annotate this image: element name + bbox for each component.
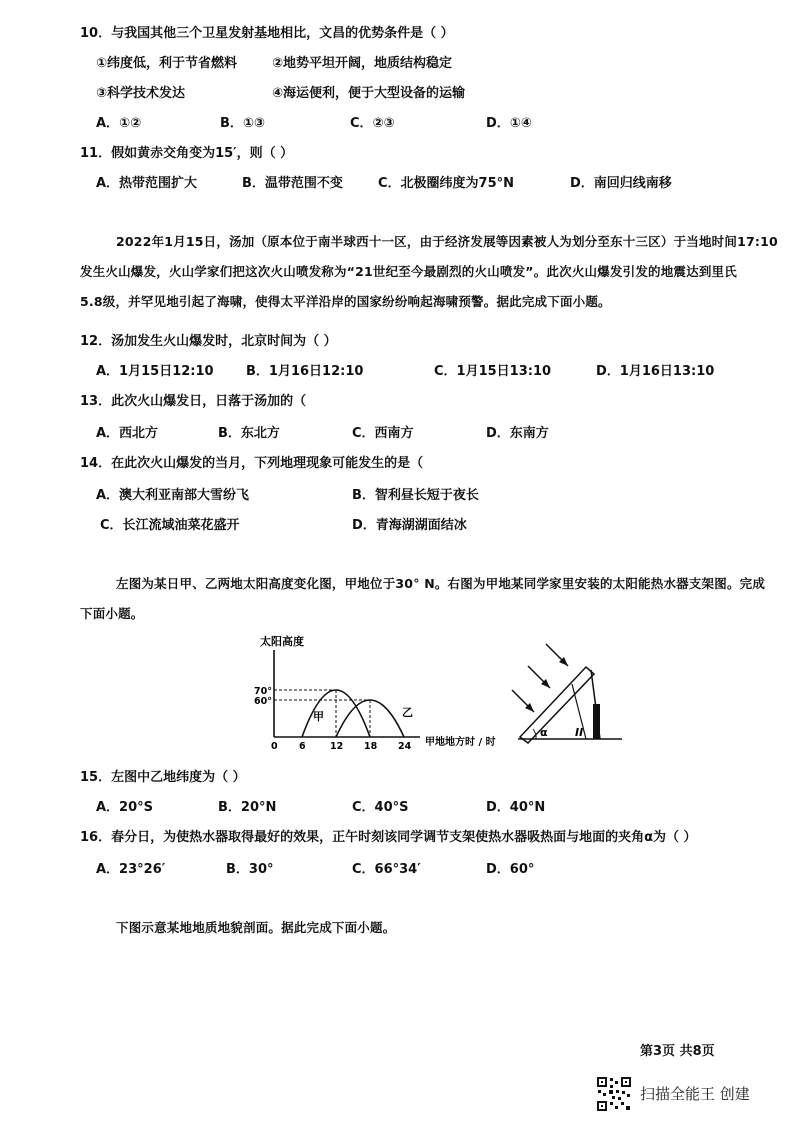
q13-option-a: A．西北方 [96,426,159,441]
q14-option-c: C．长江流域油菜花盛开 [100,518,240,533]
q10-item-1: ①纬度低，利于节省燃料 [96,56,238,71]
q15-stem: 15．左图中乙地纬度为（ ） [80,770,246,785]
q13-option-b: B．东北方 [218,426,280,441]
q13-option-d: D．东南方 [486,426,549,441]
q14-option-a: A．澳大利亚南部大雪纷飞 [96,488,250,503]
page-number: 第3页 共8页 [640,1044,715,1059]
q14-stem: 14．在此次火山爆发的当月，下列地理现象可能发生的是（ [80,456,424,471]
q15-option-a: A．20°S [96,800,154,815]
ii-label: II [575,726,584,739]
q16-option-c: C．66°34′ [352,862,421,877]
q10-option-c: C．②③ [350,116,395,131]
q15-option-d: D．40°N [486,800,546,815]
passage3-line1: 下图示意某地地质地貌剖面。据此完成下面小题。 [116,920,396,935]
q14-option-d: D．青海湖湖面结冰 [352,518,467,533]
passage1-line2: 发生火山爆发，火山学家们把这次火山喷发称为“21世纪至今最剧烈的火山喷发”。此次火山爆发引发的地震达到里氏 [80,264,737,279]
support-post [593,704,600,739]
q15-option-c: C．40°S [352,800,409,815]
chart-y-label: 太阳高度 [260,635,304,648]
q11-option-a: A．热带范围扩大 [96,176,198,191]
x-tick-6: 6 [299,741,306,752]
q11-option-b: B．温带范围不变 [242,176,343,191]
q16-option-a: A．23°26′ [96,862,166,877]
qr-code-icon [596,1076,632,1112]
q10-stem: 10．与我国其他三个卫星发射基地相比，文昌的优势条件是（ ） [80,26,454,41]
q10-option-a: A．①② [96,116,142,131]
curve-yi-label: 乙 [402,706,413,719]
passage2-line1: 左图为某日甲、乙两地太阳高度变化图，甲地位于30° N。右图为甲地某同学家里安装的太阳能热水器支架图。完成 [116,576,766,591]
q13-stem: 13．此次火山爆发日，日落于汤加的（ [80,394,307,409]
q16-option-d: D．60° [486,862,535,877]
q10-item-2: ②地势平坦开阔，地质结构稳定 [272,56,453,71]
q12-option-d: D．1月16日13:10 [596,364,715,379]
q10-item-3: ③科学技术发达 [96,86,186,101]
x-tick-18: 18 [364,741,378,752]
figure-sun-altitude-and-heater [250,632,630,752]
passage1-line1: 2022年1月15日，汤加（原本位于南半球西十一区，由于经济发展等因素被人为划分至东十三区）于当地时间17:10 [116,234,778,249]
x-tick-24: 24 [398,741,412,752]
curve-jia-label: 甲 [313,710,324,723]
q12-option-a: A．1月15日12:10 [96,364,214,379]
q11-stem: 11．假如黄赤交角变为15′，则（ ） [80,146,294,161]
q11-option-d: D．南回归线南移 [570,176,672,191]
q10-option-b: B．①③ [220,116,265,131]
scanner-watermark: 扫描全能王 创建 [640,1085,750,1103]
q11-option-c: C．北极圈纬度为75°N [378,176,515,191]
y-tick-60: 60° [254,696,272,707]
q14-option-b: B．智利昼长短于夜长 [352,488,479,503]
q12-option-b: B．1月16日12:10 [246,364,364,379]
q10-item-4: ④海运便利，便于大型设备的运输 [272,86,466,101]
chart-x-label: 甲地地方时 / 时 [425,737,496,748]
x-tick-0: 0 [271,741,278,752]
x-tick-12: 12 [330,741,344,752]
q16-stem: 16．春分日，为使热水器取得最好的效果，正午时刻该同学调节支架使热水器吸热面与地面的夹角α为（ ） [80,830,697,845]
q12-option-c: C．1月15日13:10 [434,364,552,379]
q13-option-c: C．西南方 [352,426,414,441]
alpha-label: α [540,726,548,739]
q12-stem: 12．汤加发生火山爆发时，北京时间为（ ） [80,334,337,349]
q10-option-d: D．①④ [486,116,532,131]
q16-option-b: B．30° [226,862,274,877]
passage2-line2: 下面小题。 [80,606,144,621]
y-tick-70: 70° [254,686,272,697]
q15-option-b: B．20°N [218,800,277,815]
passage1-line3: 5.8级，并罕见地引起了海啸，使得太平洋沿岸的国家纷纷响起海啸预警。据此完成下面小题。 [80,294,611,309]
